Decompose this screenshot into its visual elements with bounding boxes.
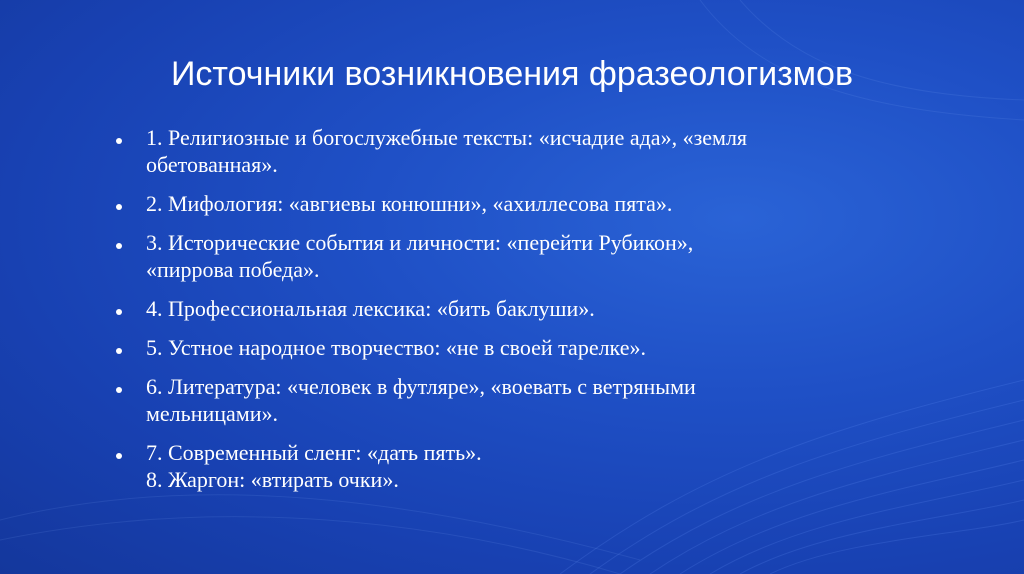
- list-item-text: 4. Профессиональная лексика: «бить баклуши».: [146, 296, 595, 321]
- list-item-text: мельницами».: [146, 401, 278, 426]
- list-item-text: 7. Современный сленг: «дать пять».: [146, 440, 482, 465]
- list-item-text: 8. Жаргон: «втирать очки».: [146, 467, 399, 492]
- list-item-text: обетованная».: [146, 152, 278, 177]
- bullet-dot-icon: [116, 453, 122, 459]
- list-item: [116, 373, 916, 427]
- list-item-text: «пиррова победа».: [146, 257, 320, 282]
- list-item-text: 5. Устное народное творчество: «не в своей тарелке».: [146, 335, 646, 360]
- slide-title: Источники возникновения фразеологизмов: [170, 55, 854, 93]
- bullet-dot-icon: [116, 138, 122, 144]
- bullet-dot-icon: [116, 204, 122, 210]
- list-item: [116, 229, 916, 283]
- list-item: [116, 124, 916, 178]
- list-item: [116, 295, 916, 322]
- list-item-text: 2. Мифология: «авгиевы конюшни», «ахиллесова пята».: [146, 191, 673, 216]
- bullet-dot-icon: [116, 309, 122, 315]
- list-item-text: 1. Религиозные и богослужебные тексты: «исчадие ада», «земля: [146, 125, 748, 150]
- list-item: [116, 334, 916, 361]
- bullet-list: [116, 124, 916, 505]
- bullet-dot-icon: [116, 348, 122, 354]
- list-item: [116, 439, 916, 493]
- list-item-text: 6. Литература: «человек в футляре», «воевать с ветряными: [146, 374, 696, 399]
- list-item: [116, 190, 916, 217]
- bullet-dot-icon: [116, 387, 122, 393]
- bullet-dot-icon: [116, 243, 122, 249]
- list-item-text: 3. Исторические события и личности: «перейти Рубикон»,: [146, 230, 694, 255]
